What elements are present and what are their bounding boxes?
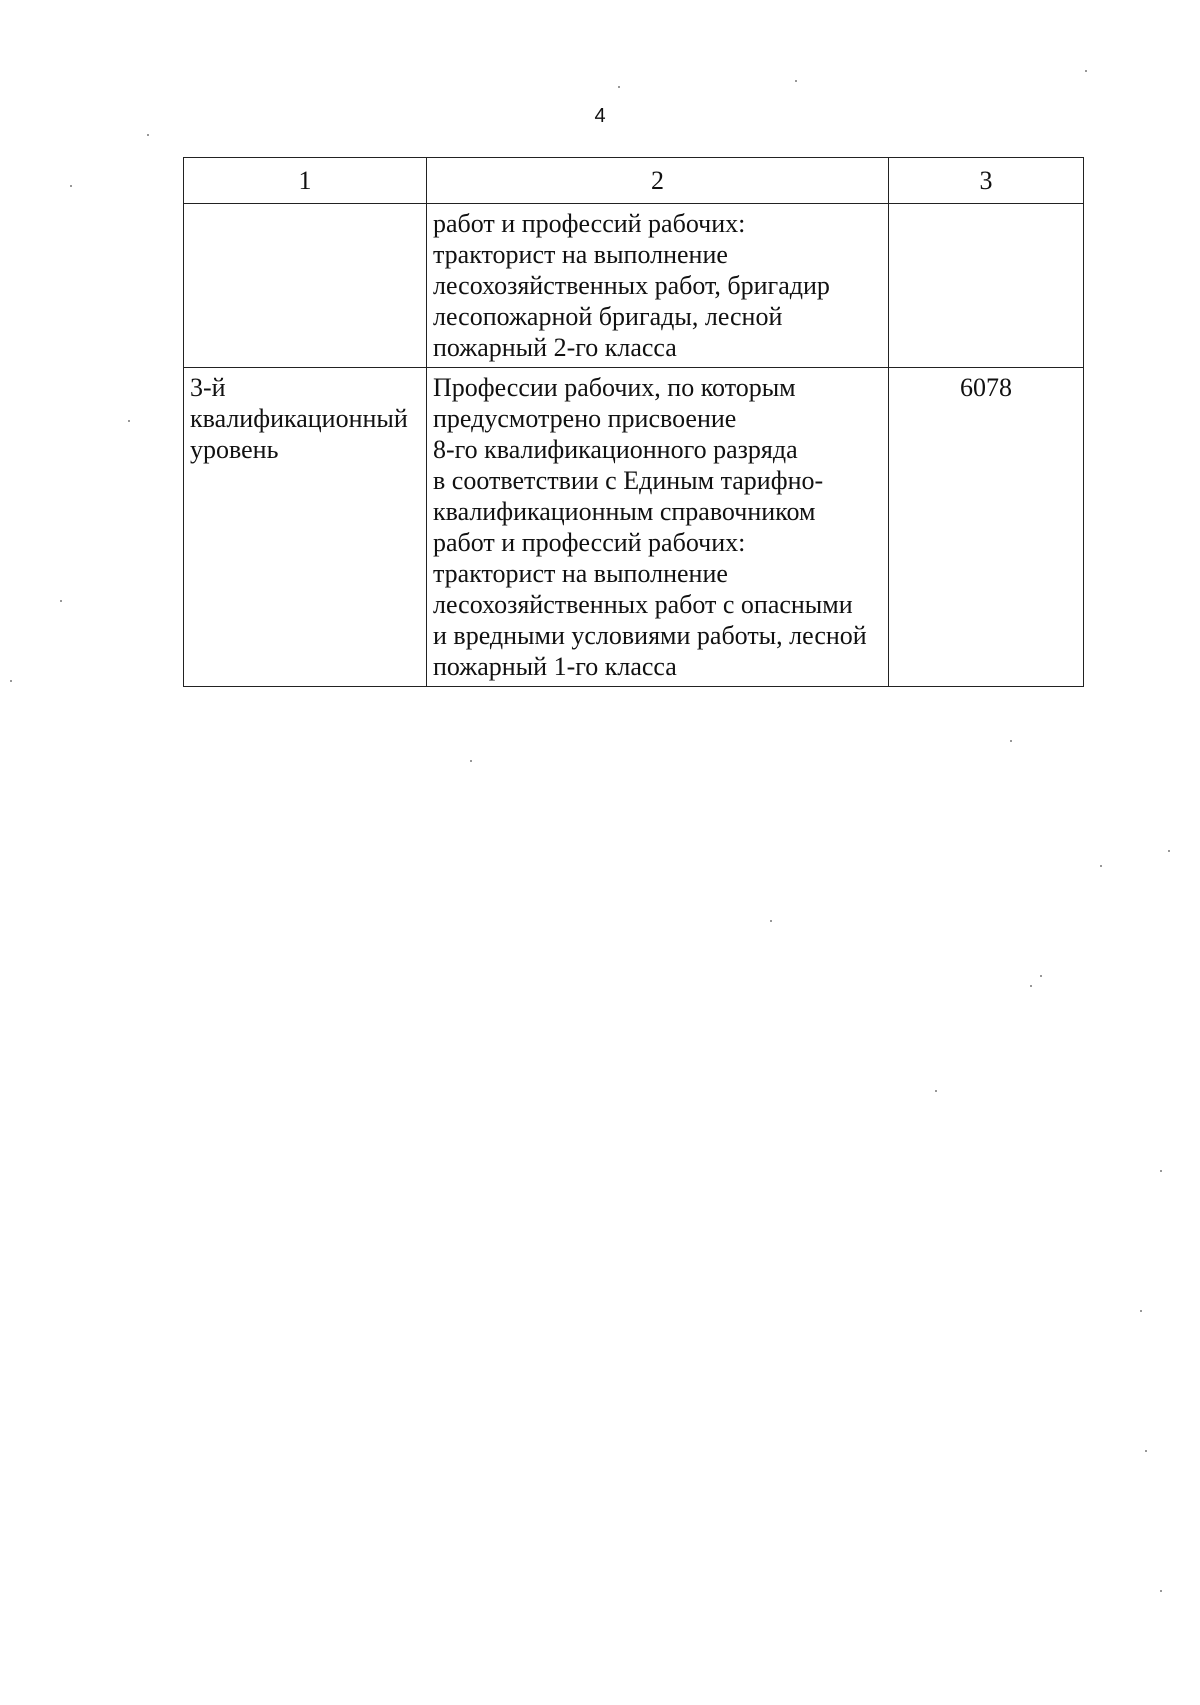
level-line: 3-й [190,373,226,402]
description-line: тракторист на выполнение [433,240,728,269]
description-line: квалификационным справочником [433,497,816,526]
amount-cell: 6078 [889,368,1084,687]
amount-cell [889,204,1084,368]
description-line: лесохозяйственных работ, бригадир [433,271,830,300]
level-cell [184,368,427,687]
description-line: работ и профессий рабочих: [433,528,746,557]
description-line: пожарный 1-го класса [433,652,677,681]
table-row [184,368,1084,687]
column-header-3: 3 [889,158,1084,204]
description-line: предусмотрено присвоение [433,404,737,433]
description-line: и вредными условиями работы, лесной [433,621,867,650]
description-line: лесохозяйственных работ с опасными [433,590,853,619]
description-line: лесопожарной бригады, лесной [433,302,783,331]
level-line: квалификационный [190,404,408,433]
column-header-1: 1 [184,158,427,204]
qualification-table [183,157,1084,687]
description-cell [427,368,889,687]
description-line: Профессии рабочих, по которым [433,373,796,402]
description-cell [427,204,889,368]
page-number: 4 [594,105,606,127]
table-header-row [184,158,1084,204]
table-row [184,204,1084,368]
description-line: работ и профессий рабочих: [433,209,746,238]
level-cell [184,204,427,368]
description-line: в соответствии с Единым тарифно- [433,466,824,495]
description-line: тракторист на выполнение [433,559,728,588]
level-line: уровень [190,435,279,464]
description-line: 8-го квалификационного разряда [433,435,798,464]
description-line: пожарный 2-го класса [433,333,677,362]
column-header-2: 2 [427,158,889,204]
